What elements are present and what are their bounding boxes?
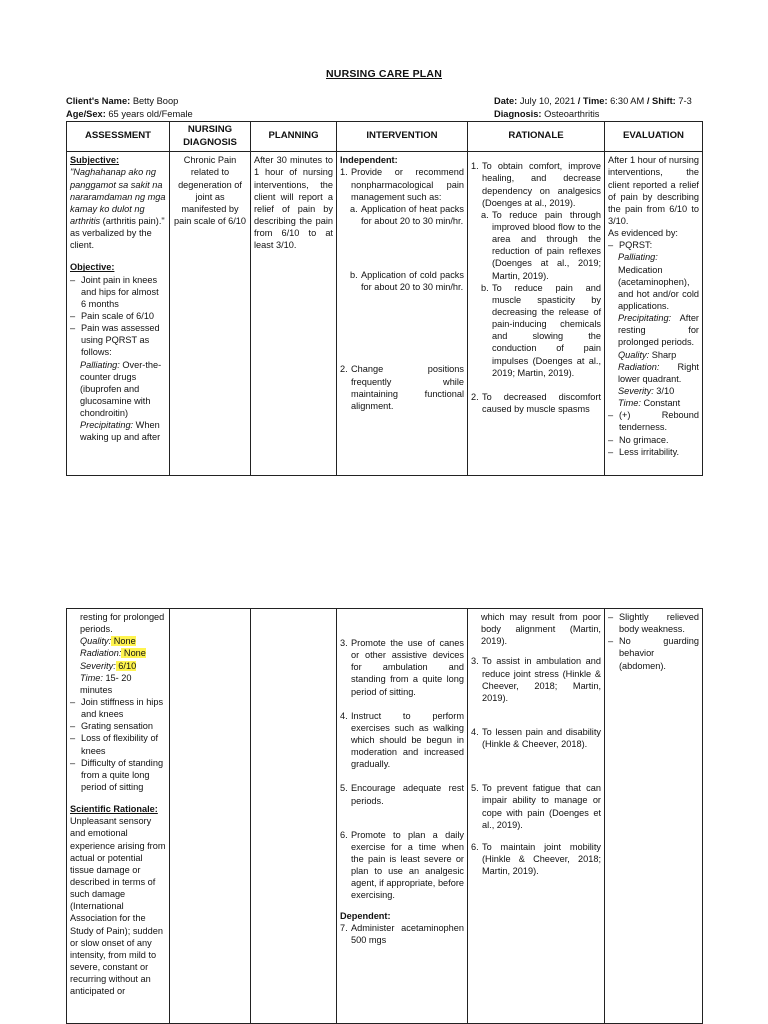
age-sex-value: 65 years old/Female: [108, 109, 193, 119]
client-name-line: [66, 95, 178, 107]
care-plan-table-page-2: [66, 608, 703, 1024]
time-entry: Time: 15- 20 minutes: [80, 672, 132, 695]
evaluation-intro: After 1 hour of nursing interventions, the client reported a relief of pain by describing the pain from 6/10 to 3/10.: [608, 155, 699, 227]
list-item: – Less irritability.: [608, 446, 680, 457]
shift-value: 7-3: [678, 96, 692, 106]
table-header-row: [67, 122, 703, 152]
time-label: / Time:: [577, 96, 608, 106]
list-item: – PQRST:: [608, 240, 653, 251]
subjective-quote-tail: (arthritis pain)." as verbalized by the client.: [70, 216, 165, 251]
independent-heading: Independent:: [340, 155, 398, 166]
diagnosis-label: Diagnosis:: [494, 109, 542, 119]
list-item: – Join stiffness in hips and knees: [70, 696, 164, 720]
severity-entry: Severity: 3/10: [618, 385, 675, 396]
client-name-label: Client's Name:: [66, 96, 131, 106]
list-item: – Slightly relieved body weakness.: [608, 612, 699, 635]
precipitating-entry: Precipitating: When waking up and after: [80, 420, 161, 443]
list-item: a. To reduce pain through improved blood flow to the area and through the reduction of pain reflexes (Doenges at al., 2019; Martin, 2019).: [481, 209, 601, 281]
list-item: 5. To prevent fatigue that can impair ability to manage or cope with pain (Doenges et al., 2019).: [471, 783, 601, 830]
intervention-cell: [337, 152, 468, 476]
col-header-rationale: RATIONALE: [468, 122, 605, 152]
page-gap: [0, 510, 768, 598]
list-item: b. To reduce pain and muscle spasticity by decreasing the release of pain-inducing chemicals and slowing the conduction of pain impulses (Doenges at al., 2019; Martin, 2019).: [481, 282, 601, 378]
col-header-intervention: INTERVENTION: [337, 122, 468, 152]
list-item: 4. To lessen pain and disability (Hinkle & Cheever, 2018).: [471, 726, 601, 750]
planning-cell: [251, 609, 337, 1024]
age-sex-line: [66, 108, 193, 120]
palliating-entry: Palliating: Over-the-counter drugs (ibuprofen and glucosamine with chondroitin): [80, 359, 162, 419]
time-entry: Time: Constant: [618, 398, 681, 409]
col-header-assessment: ASSESSMENT: [67, 122, 170, 152]
list-item: 7. Administer acetaminophen 500 mgs: [340, 922, 464, 945]
list-item: 1. To obtain comfort, improve healing, and decrease dependency on analgesics (Doenges at al., 2019).: [471, 161, 601, 208]
scientific-rationale-label: Scientific Rationale:: [70, 804, 158, 815]
col-header-evaluation: EVALUATION: [605, 122, 703, 152]
radiation-entry: Radiation: None: [80, 648, 146, 659]
quality-entry: Quality: None: [80, 636, 136, 647]
list-item: 3. To assist in ambulation and reduce joint stress (Hinkle & Cheever, 2018; Martin, 2019).: [471, 656, 601, 703]
assessment-cell: [67, 609, 170, 1024]
list-item: – Pain scale of 6/10: [70, 311, 155, 321]
page-2: [0, 598, 768, 1024]
list-item: 3. Promote the use of canes or other assistive devices for ambulation and standing from a quite long period of sitting.: [340, 638, 464, 697]
shift-label: / Shift:: [646, 96, 676, 106]
subjective-label: Subjective:: [70, 155, 120, 166]
table-row: [67, 609, 703, 1024]
subjective-quote: "Naghahanap ako ng panggamot sa sakit na nararamdaman ng mga kamay ko dulot ng arthritis: [70, 167, 166, 227]
evaluation-cell: [605, 609, 703, 1024]
intervention-cell: [337, 609, 468, 1024]
nursing-diagnosis-cell: Chronic Pain related to degeneration of joint as manifested by pain scale of 6/10: [170, 152, 251, 476]
list-item: – (+) Rebound tenderness.: [608, 410, 699, 433]
diagnosis-line: [494, 108, 599, 120]
list-item: – Difficulty of standing from a quite long period of sitting: [70, 757, 164, 792]
scientific-rationale-text: Unpleasant sensory and emotional experience arising from actual or potential tissue damage or described in terms of such damage (International Association for the Study of Pain); sudden or slow onset of any intensity, from mild to severe, constant or recurring without an anticipated or: [70, 816, 166, 997]
list-item: – Pain was assessed using PQRST as follows:: [70, 323, 160, 358]
evaluation-cell: [605, 152, 703, 476]
precipitating-entry: Precipitating: After resting for prolonged periods.: [618, 313, 699, 348]
list-item: b. Application of cold packs for about 20 to 30 min/hr.: [350, 270, 464, 293]
age-sex-label: Age/Sex:: [66, 109, 106, 119]
quality-entry: Quality: Sharp: [618, 349, 677, 360]
table-row: [67, 152, 703, 476]
nursing-diagnosis-cell: [170, 609, 251, 1024]
list-item: 2. Change positions frequently while maintaining functional alignment.: [340, 364, 464, 411]
list-item: 4. Instruct to perform exercises such as walking which should be begun in moderation and increased gradually.: [340, 710, 464, 770]
list-item: – No guarding behavior (abdomen).: [608, 636, 699, 671]
date-value: July 10, 2021: [519, 96, 576, 106]
objective-label: Objective:: [70, 262, 115, 273]
page-1: [0, 0, 768, 510]
rationale-continued: which may result from poor body alignment (Martin, 2019).: [481, 612, 601, 647]
list-item: – No grimace.: [608, 434, 669, 445]
list-item: a. Application of heat packs for about 20 to 30 min/hr.: [350, 203, 464, 227]
list-item: – Joint pain in knees and hips for almost 6 months: [70, 274, 159, 309]
diagnosis-value: Osteoarthritis: [544, 109, 600, 119]
severity-entry: Severity: 6/10: [80, 660, 137, 671]
assessment-continued: resting for prolonged periods.: [80, 612, 165, 635]
rationale-cell: [468, 152, 605, 476]
col-header-planning: PLANNING: [251, 122, 337, 152]
date-label: Date:: [494, 96, 518, 106]
list-item: – Loss of flexibility of knees: [70, 733, 159, 756]
list-item: 6. Promote to plan a daily exercise for a time when the pain is least severe or plan to use an analgesic agent, if appropriate, before exercising.: [340, 829, 464, 901]
date-time-shift-line: [494, 95, 692, 107]
care-plan-table-page-1: [66, 121, 703, 476]
assessment-cell: [67, 152, 170, 476]
document-title: NURSING CARE PLAN: [326, 68, 442, 80]
list-item: 2. To decreased discomfort caused by muscle spasms: [471, 391, 601, 414]
col-header-nursing-diagnosis: NURSING DIAGNOSIS: [170, 122, 251, 152]
radiation-entry: Radiation: Right lower quadrant.: [618, 361, 699, 384]
dependent-heading: Dependent:: [340, 910, 391, 921]
list-item: – Grating sensation: [70, 721, 154, 732]
evidenced-by: As evidenced by:: [608, 228, 678, 239]
client-name-value: Betty Boop: [132, 96, 179, 106]
palliating-entry: Palliating: Medication (acetaminophen), and hot and/or cold applications.: [618, 252, 699, 311]
time-value: 6:30 AM: [610, 96, 645, 106]
list-item: 1. Provide or recommend nonpharmacological pain management such as:: [340, 167, 464, 202]
list-item: 6. To maintain joint mobility (Hinkle & Cheever, 2018; Martin, 2019).: [471, 841, 601, 877]
rationale-cell: [468, 609, 605, 1024]
planning-cell: After 30 minutes to 1 hour of nursing interventions, the client will report a relief of pain by describing the pain from 6/10 to at least 3/10.: [251, 152, 337, 476]
list-item: 5. Encourage adequate rest periods.: [340, 783, 464, 806]
